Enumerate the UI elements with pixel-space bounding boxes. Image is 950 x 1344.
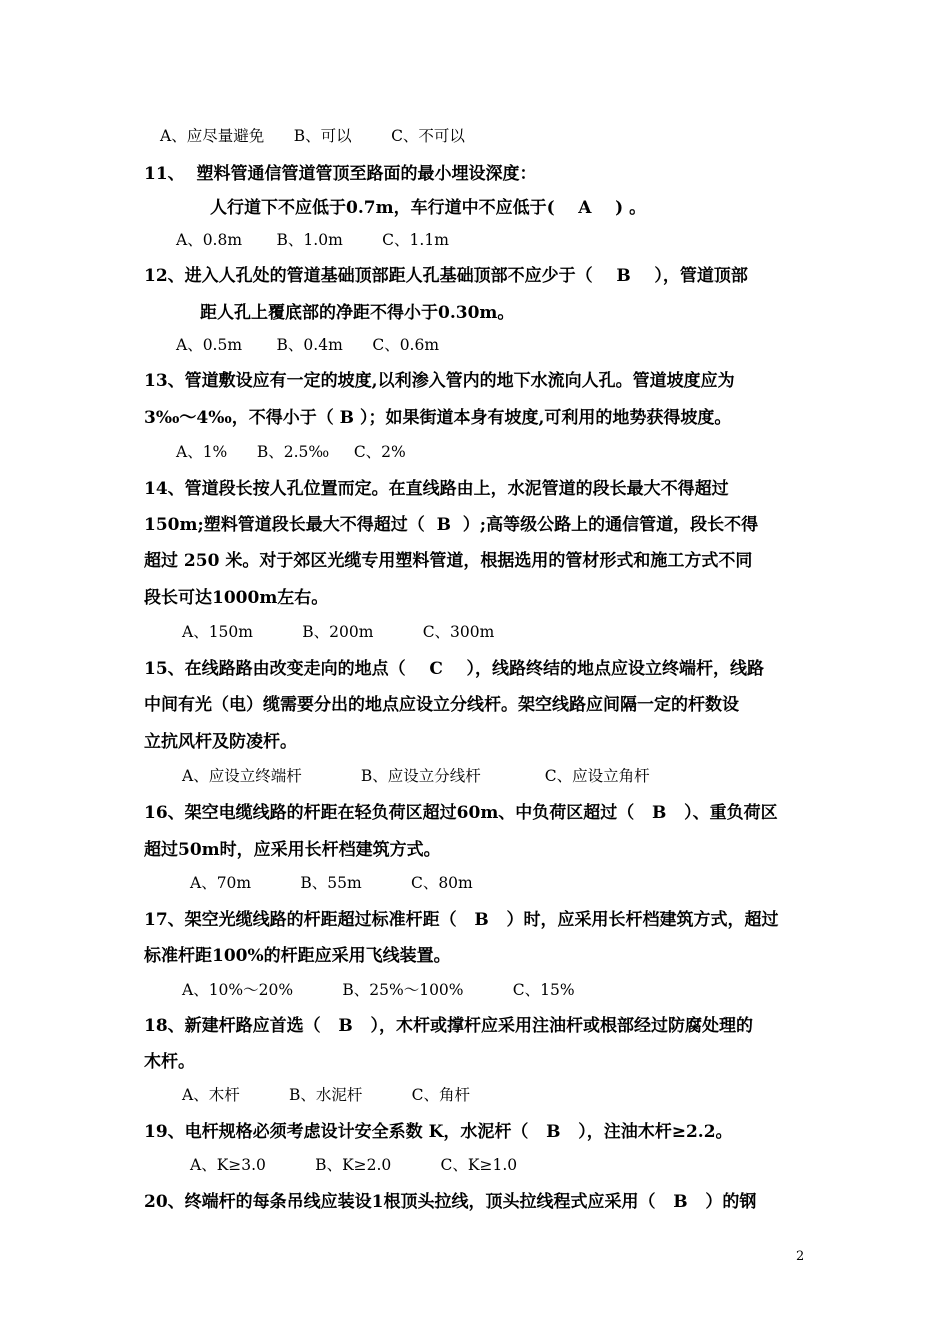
answer-options: A、1% B、2.5‰ C、2% [176,443,406,461]
answer-options: A、70m B、55m C、80m [190,874,473,892]
question-text: 14、管道段长按人孔位置而定。在直线路由上，水泥管道的段长最大不得超过 [144,479,729,499]
question-text: 3‰～4‰，不得小于（ B ）；如果街道本身有坡度,可利用的地势获得坡度。 [144,408,732,428]
question-text: 12、进入人孔处的管道基础顶部距人孔基础顶部不应少于（ B ），管道顶部 [144,266,748,286]
answer-options: A、木杆 B、水泥杆 C、角杆 [182,1086,470,1104]
answer-options: A、10%～20% B、25%～100% C、15% [182,981,575,999]
question-text: 距人孔上覆底部的净距不得小于0.30m。 [200,303,515,323]
question-text: 16、架空电缆线路的杆距在轻负荷区超过60m、中负荷区超过（ B ）、重负荷区 [144,803,778,823]
answer-options: A、150m B、200m C、300m [182,623,495,641]
question-text: 13、管道敷设应有一定的坡度,以利渗入管内的地下水流向人孔。管道坡度应为 [144,371,735,391]
page-number: 2 [796,1249,805,1264]
question-text: 17、架空光缆线路的杆距超过标准杆距（ B ）时，应采用长杆档建筑方式，超过 [144,910,779,930]
question-text: 18、新建杆路应首选（ B ），木杆或撑杆应采用注油杆或根部经过防腐处理的 [144,1016,754,1036]
question-text: 11、 塑料管通信管道管顶至路面的最小埋设深度： [144,164,537,184]
question-text: 15、在线路路由改变走向的地点（ C ），线路终结的地点应设立终端杆，线路 [144,659,765,679]
answer-options: A、应尽量避免 B、可以 C、不可以 [160,127,465,145]
answer-options: A、0.8m B、1.0m C、1.1m [176,231,449,249]
question-text: 20、终端杆的每条吊线应装设1根顶头拉线，顶头拉线程式应采用（ B ）的钢 [144,1192,757,1212]
answer-options: A、应设立终端杆 B、应设立分线杆 C、应设立角杆 [182,767,650,785]
question-text: 超过50m时，应采用长杆档建筑方式。 [144,840,441,860]
answer-options: A、0.5m B、0.4m C、0.6m [176,336,440,354]
question-text: 超过 250 米。对于郊区光缆专用塑料管道，根据选用的管材形式和施工方式不同 [144,551,753,571]
question-text: 标准杆距100%的杆距应采用飞线装置。 [144,946,451,966]
question-text: 150m;塑料管道段长最大不得超过（ B ）;高等级公路上的通信管道，段长不得 [144,515,759,535]
question-text: 立抗风杆及防凌杆。 [144,732,297,752]
answer-options: A、K≥3.0 B、K≥2.0 C、K≥1.0 [190,1156,518,1174]
question-text: 人行道下不应低于0.7m，车行道中不应低于( A ) 。 [210,198,647,218]
question-text: 段长可达1000m左右。 [144,588,329,608]
question-text: 木杆。 [144,1052,195,1072]
question-text: 19、电杆规格必须考虑设计安全系数 K，水泥杆（ B ），注油木杆≥2.2。 [144,1122,733,1142]
question-text: 中间有光（电）缆需要分出的地点应设立分线杆。架空线路应间隔一定的杆数设 [144,695,739,715]
